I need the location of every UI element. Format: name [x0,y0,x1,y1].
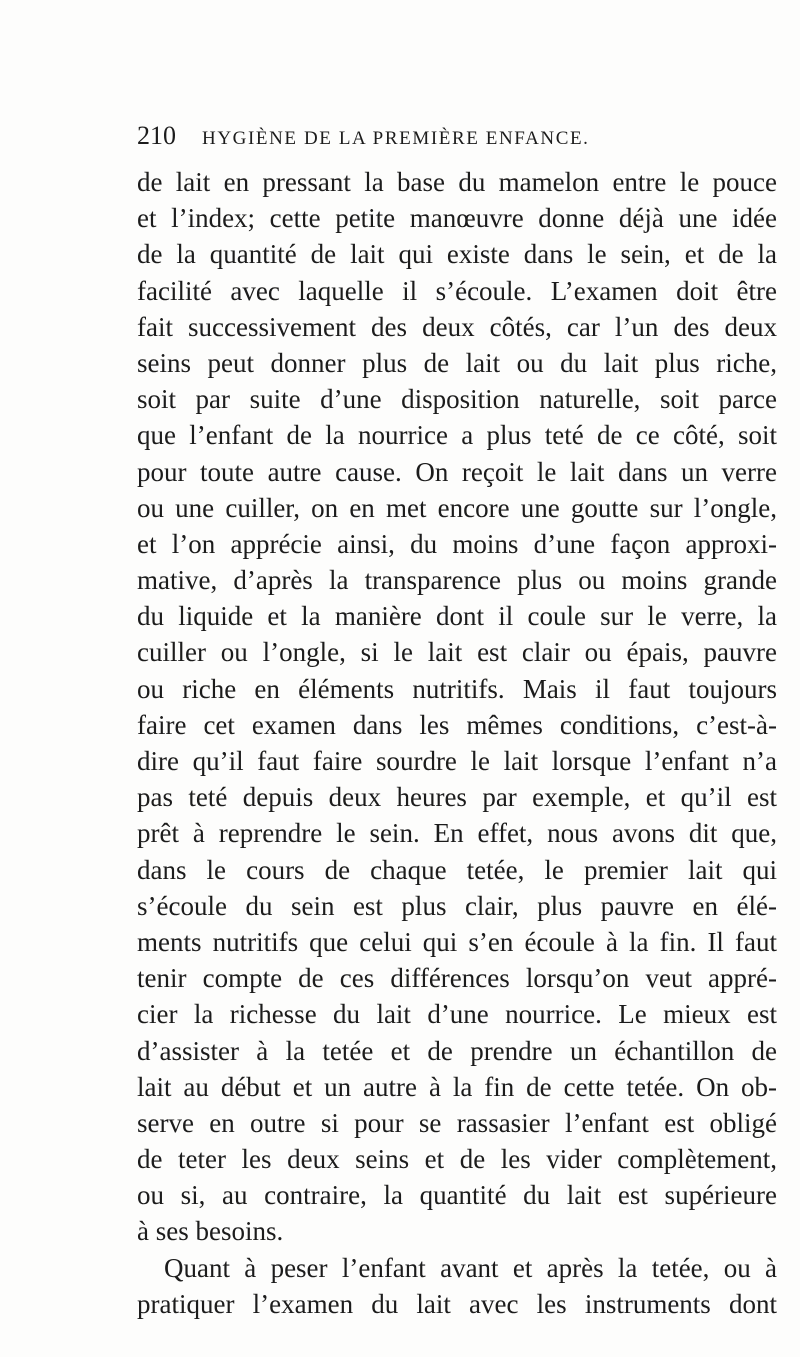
text-line: pratiquer l’examen du lait avec les instruments dont [137,1288,777,1319]
text-line: cier la richesse du lait d’une nourrice. Le mieux est [137,999,777,1030]
text-line: pour toute autre cause. On reçoit le lait dans un verre [137,456,777,487]
text-line: ou riche en éléments nutritifs. Mais il faut toujours [137,673,777,704]
text-line: faire cet examen dans les mêmes conditions, c’est-à- [137,709,777,740]
text-line: de lait en pressant la base du mamelon entre le pouce [137,167,777,197]
text-line: tenir compte de ces différences lorsqu’on veut appré- [137,963,777,994]
text-line: du liquide et la manière dont il coule sur le verre, la [137,601,777,632]
text-line: serve en outre si pour se rassasier l’enfant est obligé [137,1107,777,1138]
text-line: prêt à reprendre le sein. En effet, nous avons dit que, [137,818,777,849]
text-line: de la quantité de lait qui existe dans le sein, et de la [137,239,777,270]
body-text [137,164,777,1322]
paragraph-end-line: à ses besoins. [137,1216,284,1247]
text-line: soit par suite d’une disposition naturelle, soit parce [137,384,777,415]
text-line: dans le cours de chaque tetée, le premier lait qui [137,854,777,885]
text-line: dire qu’il faut faire sourdre le lait lorsque l’enfant n’a [137,746,777,776]
text-line: ou si, au contraire, la quantité du lait est supérieure [137,1180,777,1211]
text-line: d’assister à la tetée et de prendre un échantillon de [137,1035,777,1066]
text-line: et l’on apprécie ainsi, du moins d’une façon approxi- [137,528,777,559]
text-line: fait successivement des deux côtés, car l’un des deux [137,311,777,342]
text-line: et l’index; cette petite manœuvre donne déjà une idée [137,203,777,234]
running-head: HYGIÈNE DE LA PREMIÈRE ENFANCE. [202,128,590,149]
text-line: facilité avec laquelle il s’écoule. L’examen doit être [137,275,777,306]
text-line: de teter les deux seins et de les vider complètement, [137,1144,777,1175]
text-line: s’écoule du sein est plus clair, plus pauvre en élé- [137,890,777,921]
text-line: mative, d’après la transparence plus ou moins grande [137,565,777,596]
text-line: pas teté depuis deux heures par exemple, et qu’il est [137,782,777,813]
paragraph-start-line: Quant à peser l’enfant avant et après la tetée, ou à [164,1252,777,1283]
text-line: cuiller ou l’ongle, si le lait est clair ou épais, pauvre [137,637,777,668]
text-line: seins peut donner plus de lait ou du lait plus riche, [137,347,777,378]
page-number: 210 [137,121,176,150]
text-line: que l’enfant de la nourrice a plus teté de ce côté, soit [137,420,777,451]
page-header [137,121,777,155]
text-line: lait au début et un autre à la fin de cette tetée. On ob- [137,1071,777,1102]
text-line: ments nutritifs que celui qui s’en écoule à la fin. Il faut [137,926,777,957]
text-line: ou une cuiller, on en met encore une goutte sur l’ongle, [137,492,777,523]
